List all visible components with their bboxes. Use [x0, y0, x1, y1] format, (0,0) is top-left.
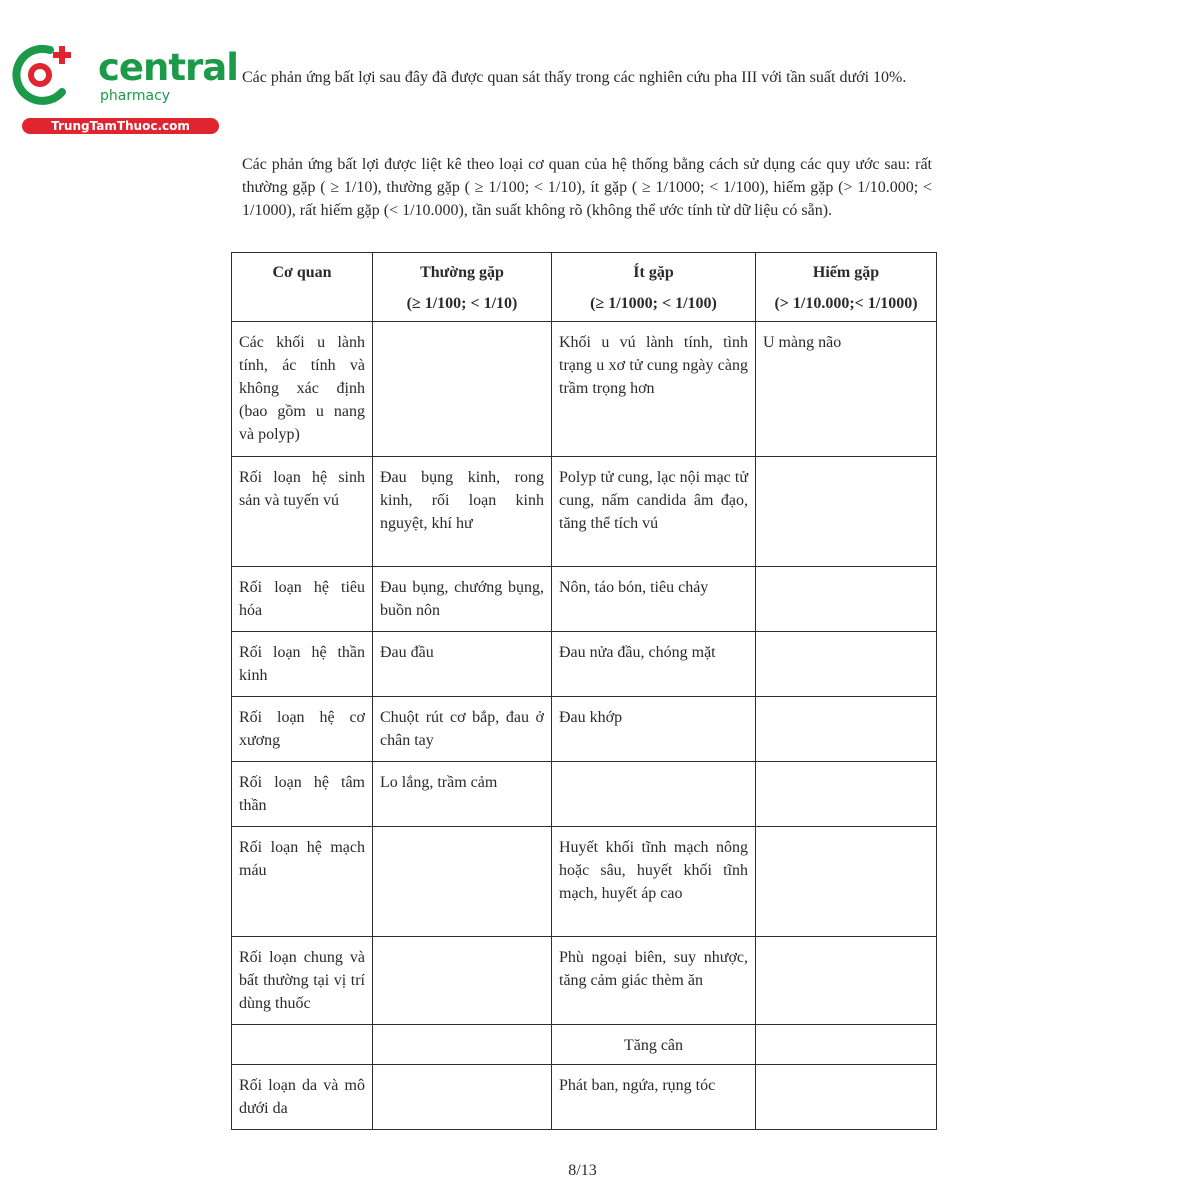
cell-uncommon: Đau khớp — [552, 697, 756, 762]
cell-rare — [756, 567, 937, 632]
cell-common — [373, 827, 552, 937]
cell-uncommon: Phát ban, ngứa, rụng tóc — [552, 1065, 756, 1130]
table-row — [232, 697, 937, 762]
header-common: Thường gặp (≥ 1/100; < 1/10) — [373, 253, 552, 322]
table-row — [232, 937, 937, 1025]
table-row — [232, 827, 937, 937]
cell-common: Đau bụng kinh, rong kinh, rối loạn kinh nguyệt, khí hư — [373, 457, 552, 567]
frequency-convention-paragraph: Các phản ứng bất lợi được liệt kê theo loại cơ quan của hệ thống bằng cách sử dụng các quy ước sau: rất thường gặp ( ≥ 1/10), thường gặp ( ≥ 1/100; < 1/10), ít gặp ( ≥ 1/1000; < 1/100), hiếm gặp (> 1/10.000; < 1/1000), rất hiếm gặp (< 1/10.000), tần suất không rõ (không thể ước tính từ dữ liệu có sẵn). — [242, 156, 932, 219]
cell-uncommon — [552, 762, 756, 827]
header-organ: Cơ quan — [232, 253, 373, 322]
table-row — [232, 1025, 937, 1065]
cell-common: Đau bụng, chướng bụng, buồn nôn — [373, 567, 552, 632]
table-row — [232, 762, 937, 827]
table-header-row — [232, 253, 937, 322]
cell-rare — [756, 632, 937, 697]
cell-common: Đau đầu — [373, 632, 552, 697]
cell-common — [373, 1065, 552, 1130]
cell-organ: Rối loạn hệ tâm thần — [232, 762, 373, 827]
cell-rare — [756, 457, 937, 567]
cell-organ: Rối loạn hệ cơ xương — [232, 697, 373, 762]
cell-uncommon: Polyp tử cung, lạc nội mạc tử cung, nấm candida âm đạo, tăng thể tích vú — [552, 457, 756, 567]
header-rare: Hiếm gặp (> 1/10.000;< 1/1000) — [756, 253, 937, 322]
header-uncommon: Ít gặp (≥ 1/1000; < 1/100) — [552, 253, 756, 322]
cell-rare — [756, 1065, 937, 1130]
logo-subtitle: pharmacy — [100, 88, 171, 104]
central-pharmacy-logo — [10, 38, 238, 138]
cell-rare — [756, 697, 937, 762]
central-logo-icon — [10, 40, 80, 106]
cell-common — [373, 937, 552, 1025]
table-row — [232, 1065, 937, 1130]
cell-common — [373, 1025, 552, 1065]
intro-paragraph: Các phản ứng bất lợi sau đây đã được quan sát thấy trong các nghiên cứu pha III với tần suất dưới 10%. — [242, 69, 907, 86]
cell-rare — [756, 827, 937, 937]
cell-rare: U màng não — [756, 322, 937, 457]
cell-uncommon: Nôn, táo bón, tiêu chảy — [552, 567, 756, 632]
cell-rare — [756, 937, 937, 1025]
cell-uncommon: Đau nửa đầu, chóng mặt — [552, 632, 756, 697]
cell-common: Chuột rút cơ bắp, đau ở chân tay — [373, 697, 552, 762]
table-row — [232, 632, 937, 697]
cell-rare — [756, 762, 937, 827]
logo-name: central — [98, 46, 238, 89]
cell-uncommon: Huyết khối tĩnh mạch nông hoặc sâu, huyết khối tĩnh mạch, huyết áp cao — [552, 827, 756, 937]
cell-organ: Rối loạn hệ sinh sản và tuyến vú — [232, 457, 373, 567]
cell-organ: Rối loạn hệ thần kinh — [232, 632, 373, 697]
table-row — [232, 322, 937, 457]
adverse-reactions-table — [231, 252, 937, 1130]
logo-url: TrungTamThuoc.com — [22, 118, 219, 134]
cell-common — [373, 322, 552, 457]
cell-uncommon: Phù ngoại biên, suy nhược, tăng cảm giác thèm ăn — [552, 937, 756, 1025]
cell-organ: Rối loạn hệ mạch máu — [232, 827, 373, 937]
page-number: 8/13 — [568, 1162, 597, 1179]
cell-organ: Rối loạn da và mô dưới da — [232, 1065, 373, 1130]
cell-common: Lo lắng, trầm cảm — [373, 762, 552, 827]
cell-organ: Rối loạn hệ tiêu hóa — [232, 567, 373, 632]
cell-organ: Rối loạn chung và bất thường tại vị trí dùng thuốc — [232, 937, 373, 1025]
table-row — [232, 567, 937, 632]
cell-rare — [756, 1025, 937, 1065]
cell-organ: Các khối u lành tính, ác tính và không xác định (bao gồm u nang và polyp) — [232, 322, 373, 457]
cell-uncommon: Khối u vú lành tính, tình trạng u xơ tử cung ngày càng trầm trọng hơn — [552, 322, 756, 457]
cell-organ — [232, 1025, 373, 1065]
table-row — [232, 457, 937, 567]
cell-uncommon: Tăng cân — [552, 1025, 756, 1065]
